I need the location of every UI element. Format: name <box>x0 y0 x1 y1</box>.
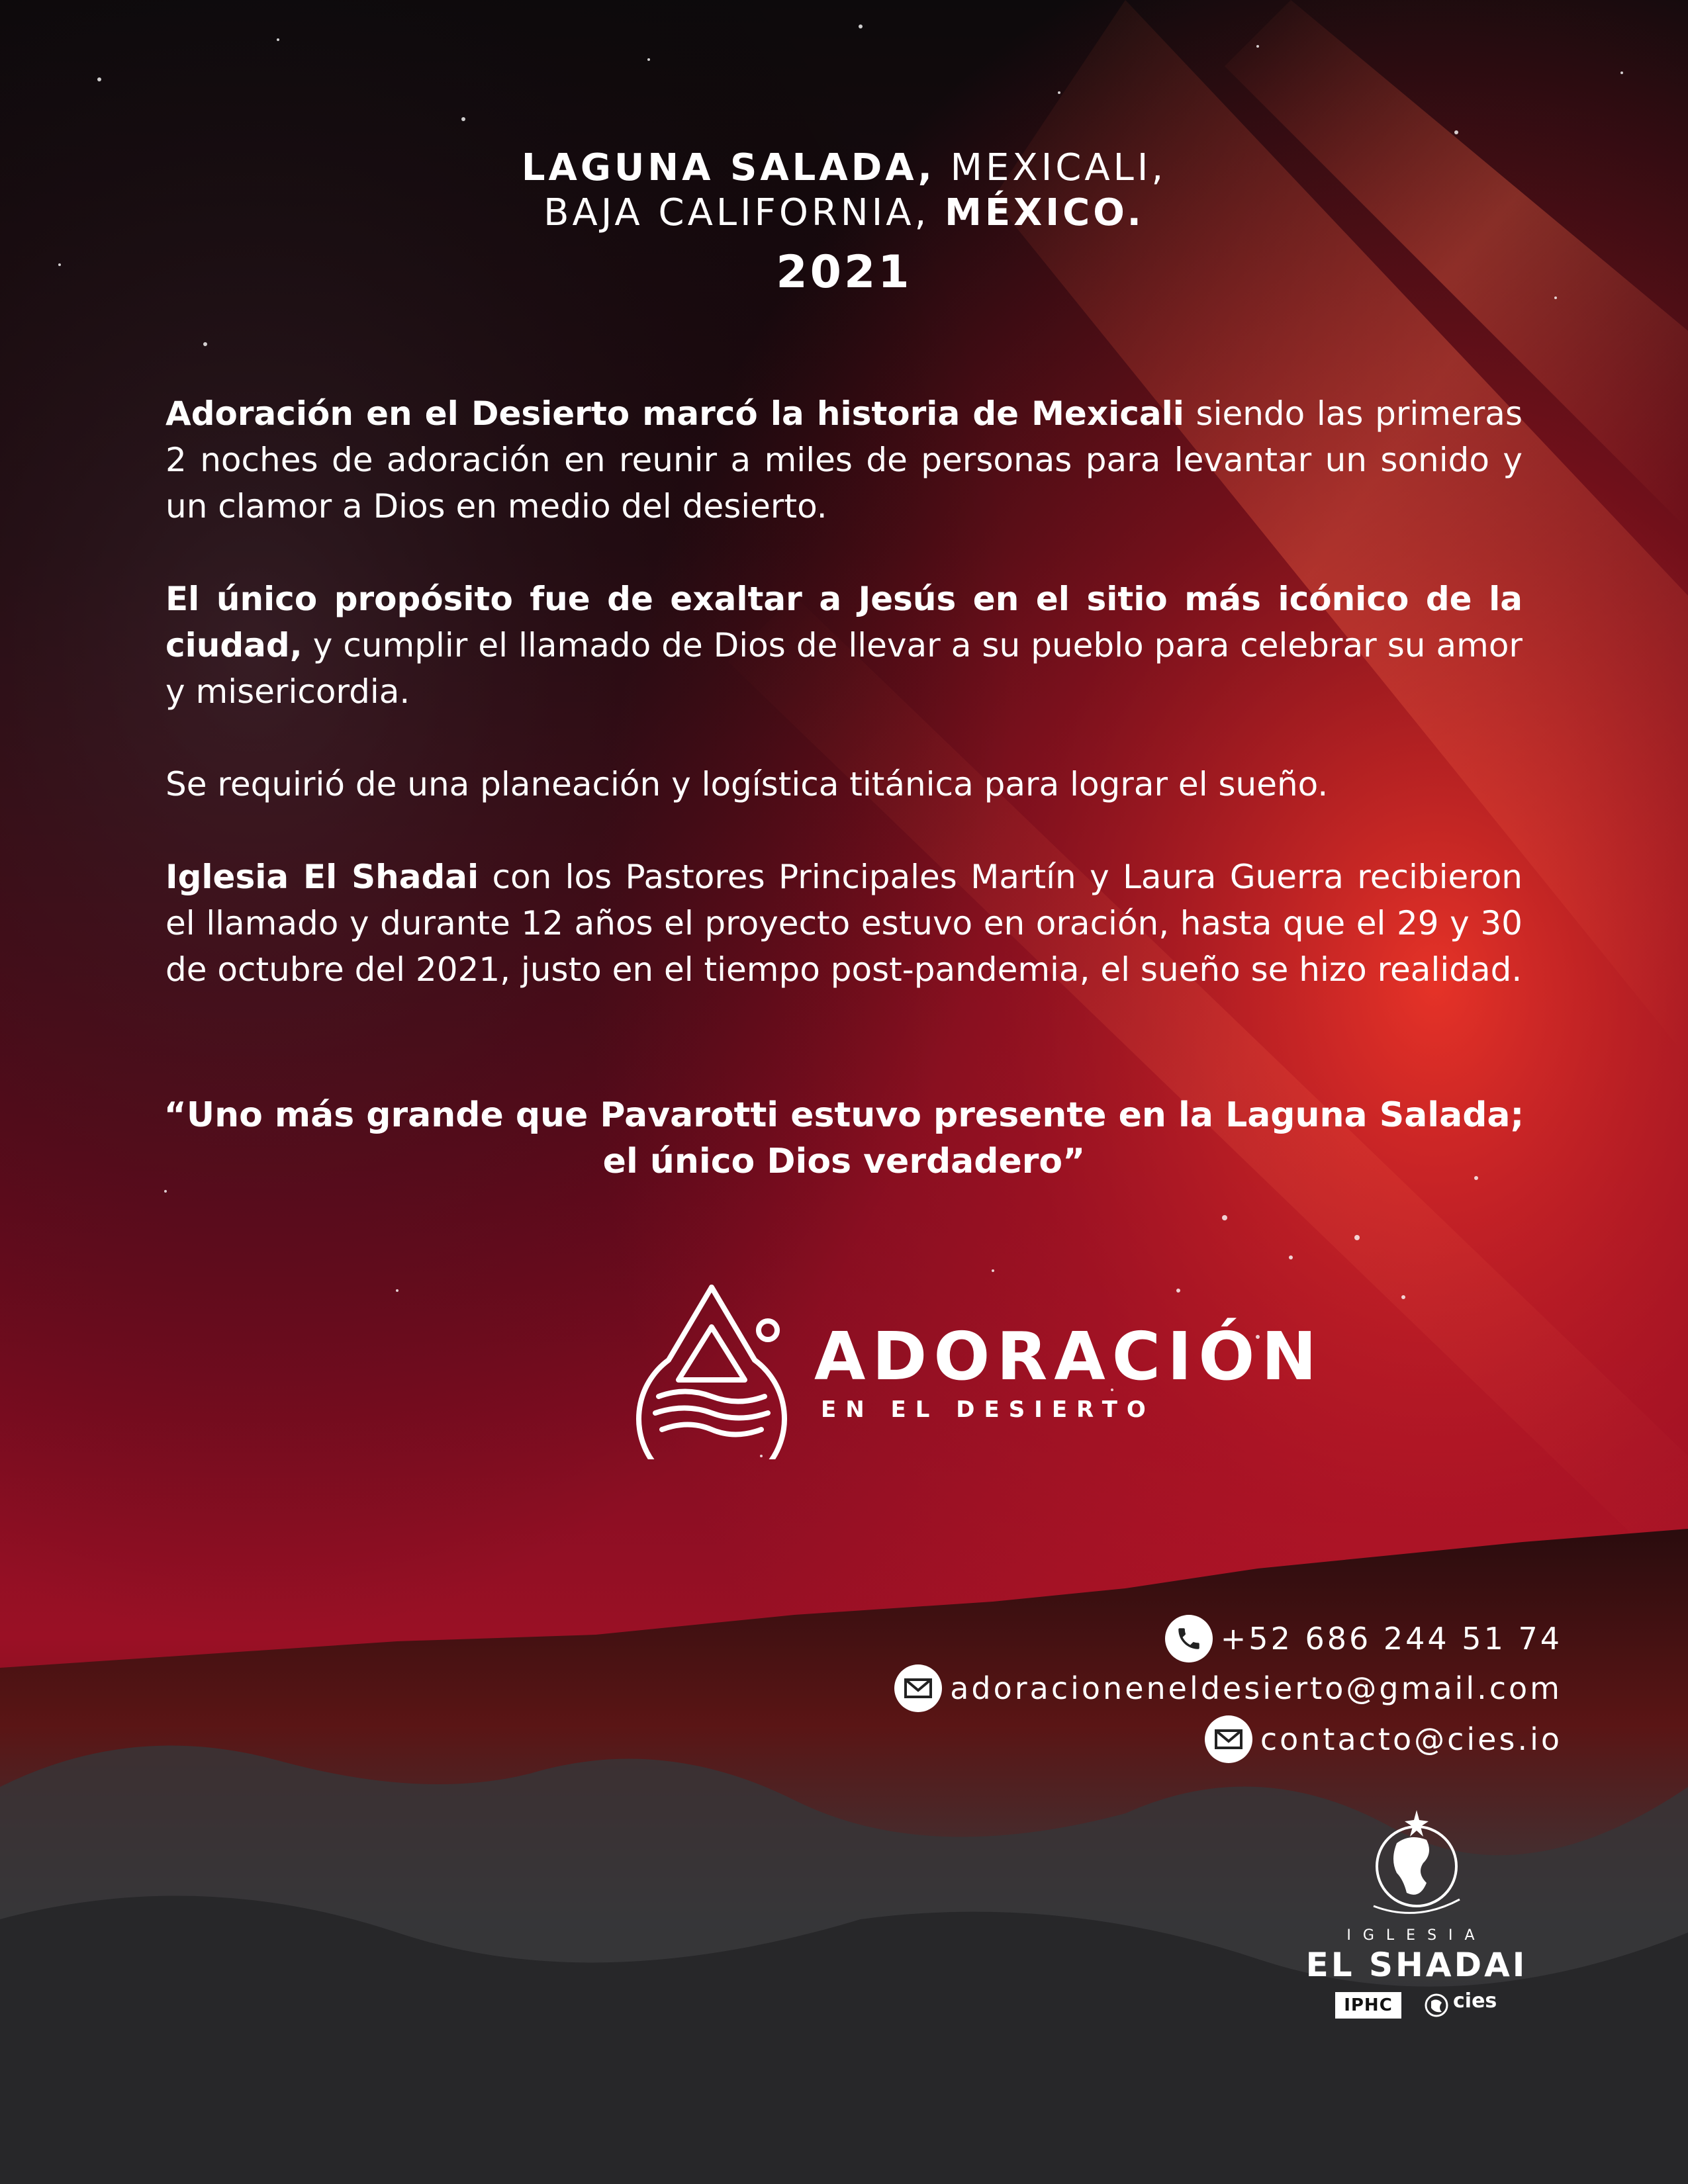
mail-icon <box>1205 1715 1252 1763</box>
body-text <box>165 390 1523 1039</box>
paragraph-3: Se requirió de una planeación y logística titánica para lograr el sueño. <box>165 765 1329 803</box>
location-bold-1: LAGUNA SALADA, <box>521 146 935 189</box>
location-rest-1: MEXICALI, <box>935 146 1167 189</box>
paragraph-4 <box>165 854 1523 993</box>
church-label: IGLESIA <box>1346 1927 1487 1944</box>
paragraph-1-rest: siendo las primeras 2 noches de adoración en reunir a miles de personas para levantar un sonido y un clamor a Dios en medio del desierto. <box>165 394 1523 525</box>
paragraph-4-rest: con los Pastores Principales Martín y Laura Guerra recibieron el llamado y durante 12 años el proyecto estuvo en oración, hasta que el 29 y 30 de octubre del 2021, justo en el tiempo post-pandemia, el sueño se hizo realidad. <box>165 858 1523 989</box>
cies-logo: cies <box>1453 1989 1497 2013</box>
paragraph-4-bold: Iglesia El Shadai <box>165 858 479 896</box>
paragraph-2 <box>165 576 1523 715</box>
paragraph-2-bold: El único propósito fue de exaltar a Jesús en el sitio más icónico de la ciudad, <box>165 580 1523 664</box>
contact-phone[interactable] <box>1165 1615 1562 1662</box>
quote <box>132 1092 1556 1185</box>
logo-title: ADORACIÓN <box>814 1318 1324 1395</box>
quote-line-2: el único Dios verdadero” <box>602 1142 1086 1181</box>
paragraph-1-bold: Adoración en el Desierto marcó la historia de Mexicali <box>165 394 1184 433</box>
contact-email-2[interactable] <box>1205 1715 1562 1763</box>
paragraph-1 <box>165 390 1523 529</box>
mountain-waves-logo-icon <box>632 1281 791 1459</box>
quote-line-1: “Uno más grande que Pavarotti estuvo presente en la Laguna Salada; <box>164 1095 1524 1135</box>
logo-subtitle: EN EL DESIERTO <box>821 1396 1155 1423</box>
location-line-1 <box>0 146 1688 191</box>
paragraph-2-rest: y cumplir el llamado de Dios de llevar a su pueblo para celebrar su amor y misericordia. <box>165 626 1523 711</box>
location-line-2 <box>0 191 1688 236</box>
contact-email-1[interactable] <box>894 1664 1562 1712</box>
mail-icon <box>894 1664 942 1712</box>
location-bold-2: MÉXICO. <box>945 191 1145 234</box>
cies-logo-icon <box>1423 1991 1450 2020</box>
email-address-1: adoracioneneldesierto@gmail.com <box>950 1670 1562 1706</box>
location-header <box>0 146 1688 298</box>
phone-number: +52 686 244 51 74 <box>1220 1621 1562 1657</box>
location-rest-2: BAJA CALIFORNIA, <box>543 191 945 234</box>
iphc-badge: IPHC <box>1335 1992 1401 2019</box>
globe-icon <box>1370 1807 1463 1923</box>
phone-icon <box>1165 1615 1213 1662</box>
email-address-2: contacto@cies.io <box>1260 1721 1562 1757</box>
church-name: EL SHADAI <box>1305 1946 1528 1984</box>
event-year: 2021 <box>776 246 912 298</box>
